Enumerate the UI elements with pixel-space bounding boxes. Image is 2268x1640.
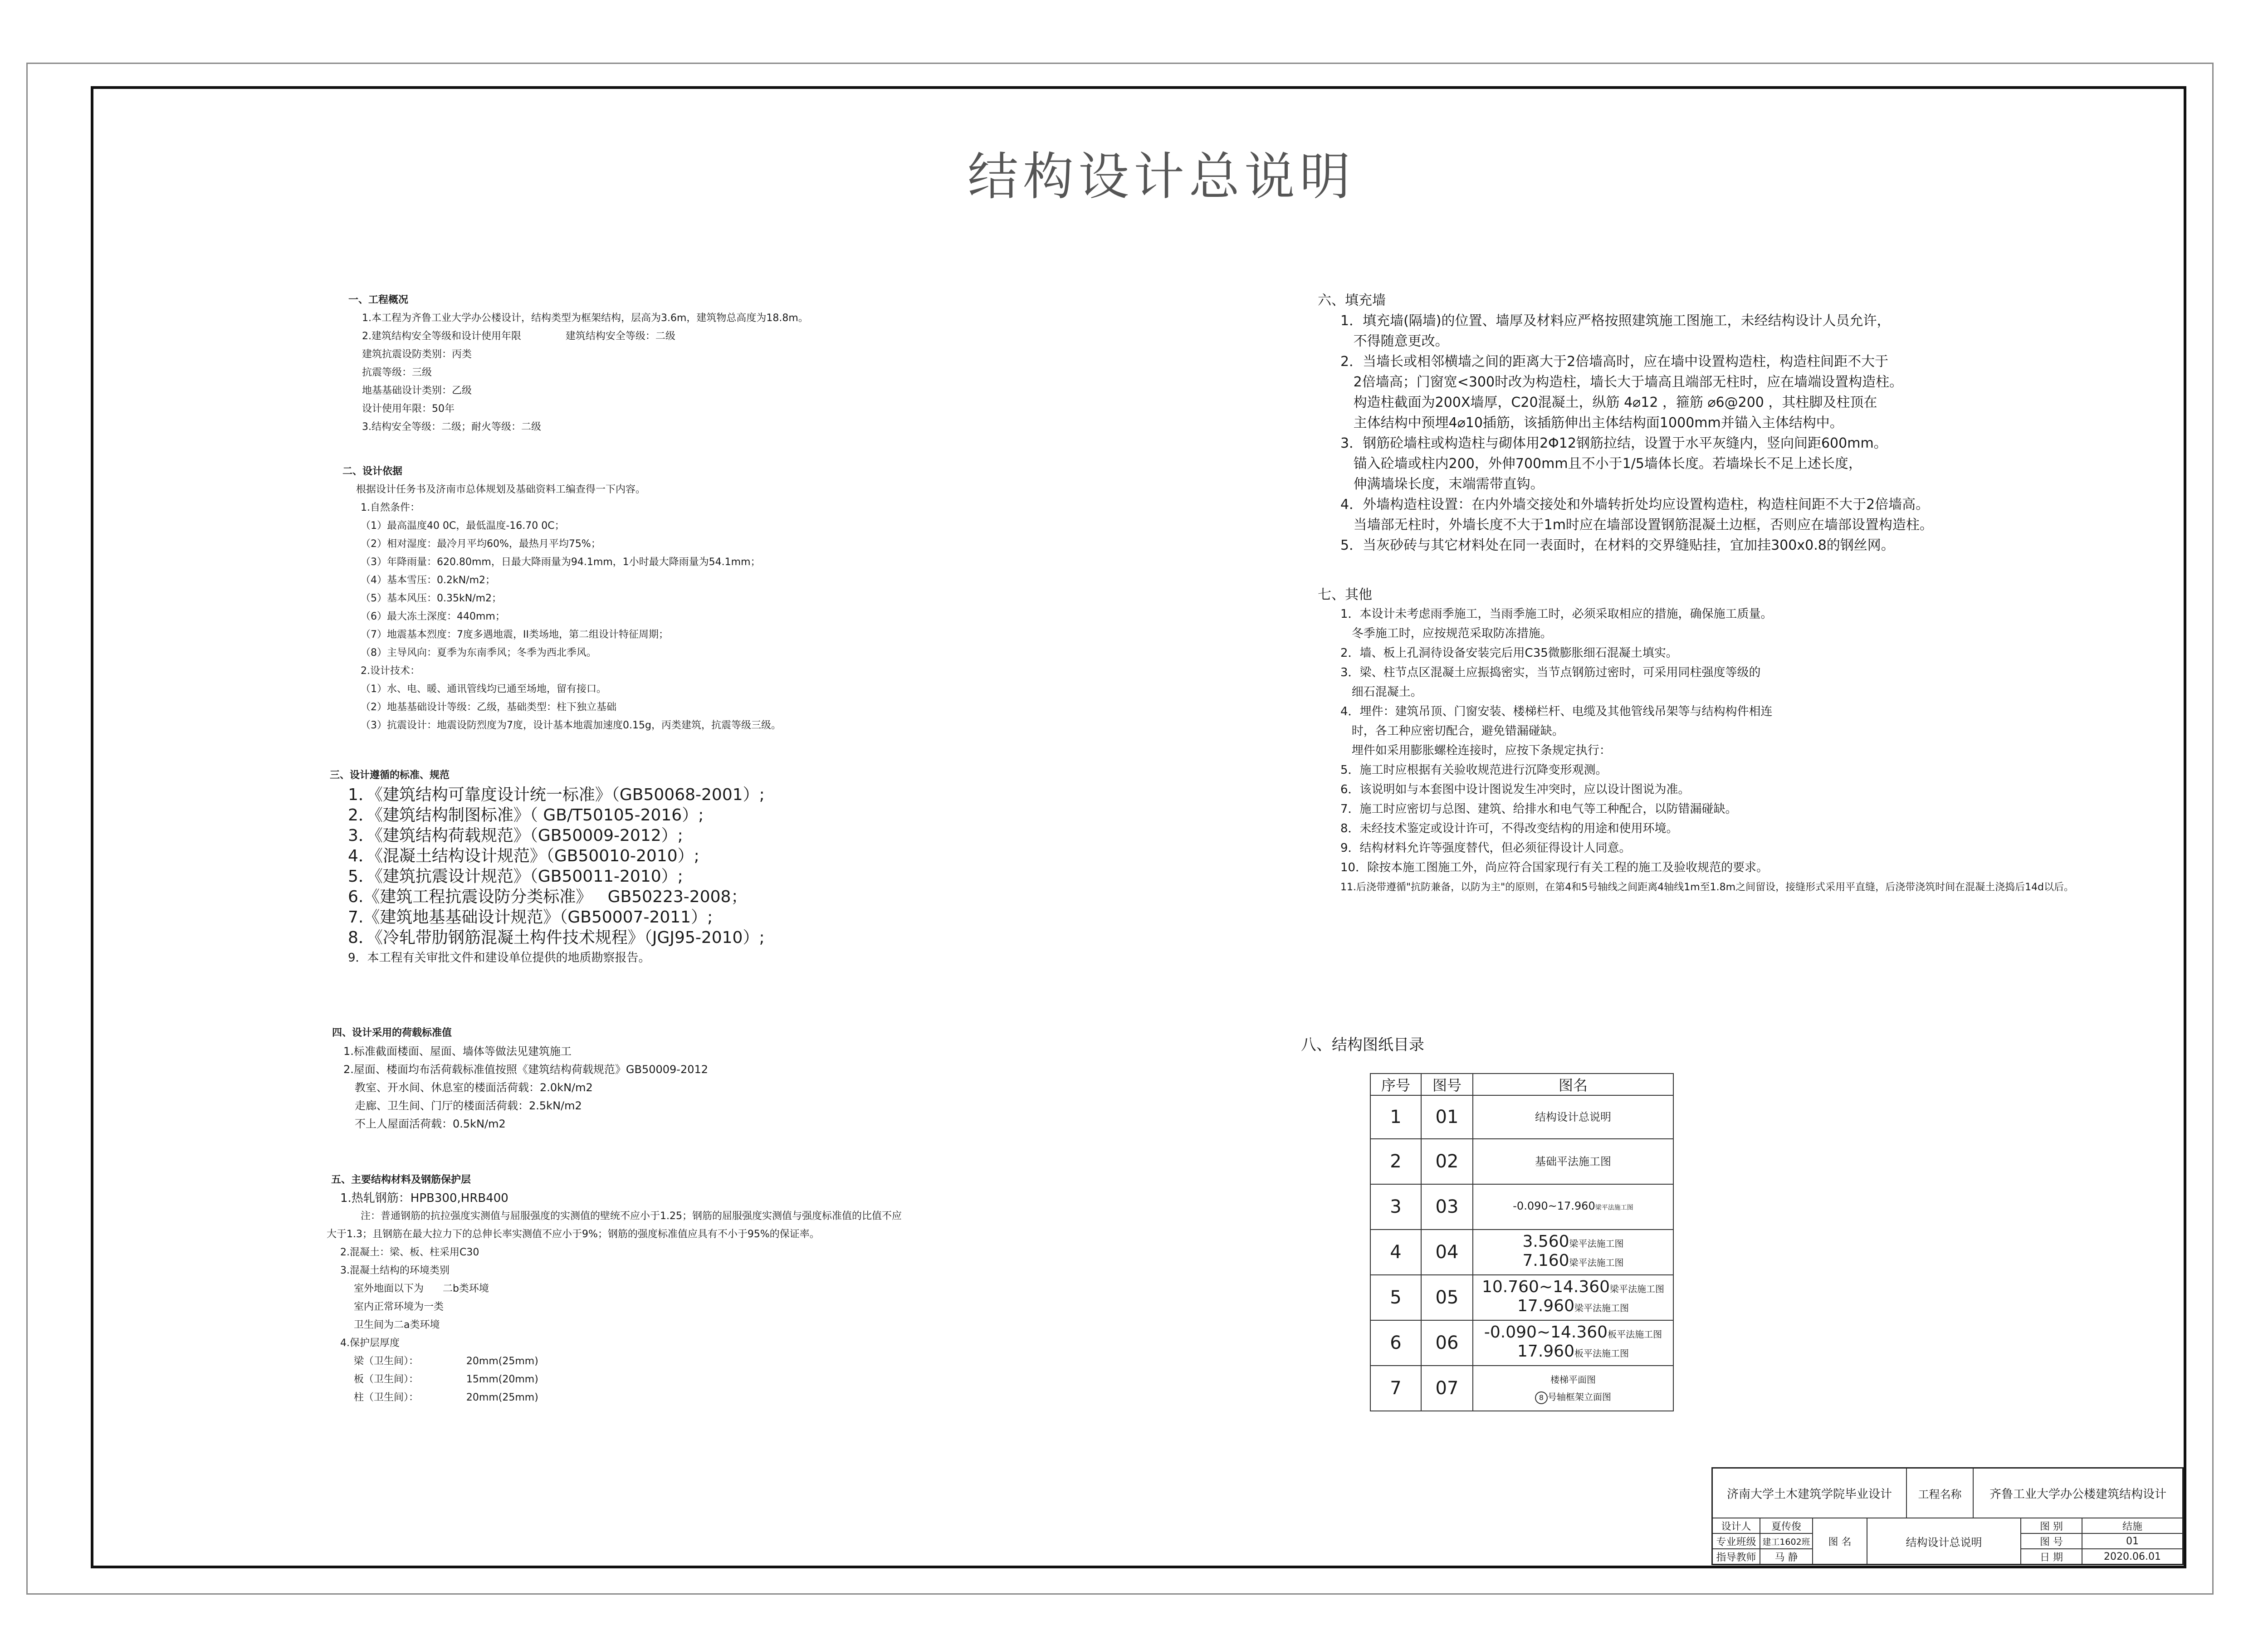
elevation-value: 3.560 xyxy=(1522,1232,1569,1251)
drawing-code: 05 xyxy=(1421,1275,1473,1320)
text-line: 埋件如采用膨胀螺栓连接时，应按下条规定执行： xyxy=(1340,744,1611,757)
section-infill-walls xyxy=(1318,290,1933,556)
list-item: 2．《建筑结构制图标准》（ GB/T50105-2016）; xyxy=(348,806,704,825)
text-line: 4．埋件：建筑吊顶、门窗安装、楼梯栏杆、电缆及其他管线吊架等与结构构件相连 xyxy=(1340,705,1773,718)
text-line: 室外地面以下为 二b类环境 xyxy=(354,1283,489,1294)
text-line: 1.自然条件： xyxy=(361,502,420,513)
drawing-name-text: 楼梯平面图 xyxy=(1550,1374,1596,1385)
elevation-value: 7.160 xyxy=(1522,1251,1569,1270)
elevation-value: -0.090~14.360 xyxy=(1484,1323,1608,1342)
text-line: 9．结构材料允许等强度替代，但必须征得设计人同意。 xyxy=(1340,841,1631,855)
row-number: 3 xyxy=(1370,1184,1421,1230)
drawing-name xyxy=(1473,1275,1673,1320)
text-line: 走廊、卫生间、门厅的楼面活荷载：2.5kN/m2 xyxy=(355,1099,582,1112)
section-project-overview xyxy=(348,291,808,436)
text-line: 2.混凝土：梁、板、柱采用C30 xyxy=(340,1247,479,1258)
text-line: 教室、开水间、休息室的楼面活荷载：2.0kN/m2 xyxy=(355,1081,593,1094)
text-line: 1.标准截面楼面、屋面、墙体等做法见建筑施工 xyxy=(343,1045,572,1058)
table-row xyxy=(1370,1230,1673,1275)
text-line: 不得随意更改。 xyxy=(1340,333,1449,349)
section-design-basis xyxy=(342,463,781,735)
text-line: 3．钢筋砼墙柱或构造柱与砌体用2Φ12钢筋拉结，设置于水平灰缝内，竖向间距600mm。 xyxy=(1340,435,1887,451)
drawing-name xyxy=(1473,1320,1673,1366)
text-line: 11.后浇带遵循"抗防兼备，以防为主"的原则，在第4和5号轴线之间距离4轴线1m至1.8m之间留设，接缝形式采用平直缝，后浇带浇筑时间在混凝土浇捣后14d以后。 xyxy=(1340,882,2074,893)
designer-value: 夏传俊 xyxy=(1760,1518,1813,1534)
axis-marker-icon: 8 xyxy=(1535,1391,1548,1404)
text-line: 建筑抗震设防类别：丙类 xyxy=(362,349,472,360)
drawing-name-text: 板平法施工图 xyxy=(1608,1329,1662,1340)
text-line: （2）地基基础设计等级：乙级，基础类型：柱下独立基础 xyxy=(361,702,616,713)
text-line: 5．施工时应根据有关验收规范进行沉降变形观测。 xyxy=(1340,763,1608,777)
text-line: 大于1.3；且钢筋在最大拉力下的总伸长率实测值不应小于9%；钢筋的强度标准值应具有不小于95%的保证率。 xyxy=(327,1229,820,1240)
section-materials xyxy=(327,1171,902,1407)
row-number: 6 xyxy=(1370,1320,1421,1366)
text-line: 2.屋面、楼面均布活荷载标准值按照《建筑结构荷载规范》GB50009-2012 xyxy=(343,1063,709,1076)
drawing-name-value: 结构设计总说明 xyxy=(1867,1518,2021,1564)
text-line: （4）基本雪压：0.2kN/m2； xyxy=(361,575,496,586)
text-line: （8）主导风向：夏季为东南季风；冬季为西北季风。 xyxy=(361,647,596,659)
drawing-code: 03 xyxy=(1421,1184,1473,1230)
text-line: 冬季施工时，应按规范采取防冻措施。 xyxy=(1340,627,1552,640)
category-value: 结施 xyxy=(2082,1518,2182,1534)
row-number: 4 xyxy=(1370,1230,1421,1275)
section-heading: 一、工程概况 xyxy=(348,294,409,306)
advisor-value: 马 静 xyxy=(1760,1549,1813,1564)
list-item: 7.《建筑地基基础设计规范》（GB50007-2011）; xyxy=(348,908,713,927)
text-line: 4.保护层厚度 xyxy=(340,1337,400,1349)
list-item: 4．《混凝土结构设计规范》（GB50010-2010）; xyxy=(348,847,699,865)
text-line: 4．外墙构造柱设置：在内外墙交接处和外墙转折处均应设置构造柱，构造柱间距不大于2倍墙高。 xyxy=(1340,497,1930,512)
text-line: 梁（卫生间）： 20mm(25mm) xyxy=(354,1356,538,1367)
drawing-name-text: 板平法施工图 xyxy=(1574,1348,1629,1359)
text-line: （1）水、电、暖、通讯管线均已通至场地，留有接口。 xyxy=(361,683,606,695)
drawing-name xyxy=(1473,1139,1673,1184)
school-name: 济南大学土木建筑学院毕业设计 xyxy=(1713,1469,1907,1518)
drawing-name xyxy=(1473,1095,1673,1139)
drawing-code: 01 xyxy=(1421,1095,1473,1139)
section-other xyxy=(1318,585,2074,897)
column-header: 图名 xyxy=(1473,1074,1673,1095)
designer-label: 设计人 xyxy=(1713,1518,1760,1534)
drawing-name-label: 图 名 xyxy=(1813,1518,1867,1564)
text-line: 1.本工程为齐鲁工业大学办公楼设计，结构类型为框架结构，层高为3.6m，建筑物总高度为18.8m。 xyxy=(362,312,808,324)
elevation-value: 10.760~14.360 xyxy=(1481,1278,1610,1296)
text-line: 细石混凝土。 xyxy=(1340,685,1422,699)
project-label: 工程名称 xyxy=(1907,1469,1974,1518)
text-line: 2．当墙长或相邻横墙之间的距离大于2倍墙高时，应在墙中设置构造柱，构造柱间距不大于 xyxy=(1340,354,1889,370)
text-line: 地基基础设计类别：乙级 xyxy=(362,385,472,396)
drawing-list-table xyxy=(1370,1073,1674,1411)
text-line: 设计使用年限：50年 xyxy=(362,403,455,415)
text-line: 2倍墙高；门窗宽<300时改为构造柱，墙长大于墙高且端部无柱时，应在墙端设置构造柱。 xyxy=(1340,374,1903,390)
section-heading: 五、主要结构材料及钢筋保护层 xyxy=(331,1174,471,1186)
drawing-name-text: 基础平法施工图 xyxy=(1535,1155,1611,1168)
drawing-name-text: 号轴框架立面图 xyxy=(1548,1391,1611,1402)
drawing-name-text: 梁平法施工图 xyxy=(1569,1257,1624,1268)
list-item: 6.《建筑工程抗震设防分类标准》 GB50223-2008； xyxy=(348,888,748,906)
table-header-row xyxy=(1370,1074,1673,1095)
row-number: 1 xyxy=(1370,1095,1421,1139)
elevation-value: 17.960 xyxy=(1517,1297,1574,1315)
elevation-value: 17.960 xyxy=(1517,1342,1574,1361)
text-line: 1．填充墙(隔墙)的位置、墙厚及材料应严格按照建筑施工图施工，未经结构设计人员允许， xyxy=(1340,313,1891,329)
project-name: 齐鲁工业大学办公楼建筑结构设计 xyxy=(1974,1469,2182,1518)
row-number: 7 xyxy=(1370,1366,1421,1411)
text-line: （6）最大冻土深度：440mm； xyxy=(361,611,505,622)
text-line: 注：普通钢筋的抗拉强度实测值与屈服强度的实测值的壁统不应小于1.25；钢筋的屈服强度实测值与强度标准值的比值不应 xyxy=(361,1210,902,1222)
text-line: （1）最高温度40 0C，最低温度-16.70 0C； xyxy=(361,520,565,532)
list-item: 3．《建筑结构荷载规范》（GB50009-2012）; xyxy=(348,826,683,845)
title-block xyxy=(1711,1467,2184,1565)
drawing-name xyxy=(1473,1230,1673,1275)
text-line: 1．本设计未考虑雨季施工，当雨季施工时，必须采取相应的措施，确保施工质量。 xyxy=(1340,607,1773,621)
table-row xyxy=(1370,1139,1673,1184)
text-line: （3）抗震设计：地震设防烈度为7度，设计基本地震加速度0.15g，丙类建筑，抗震等级三级。 xyxy=(361,720,781,731)
drawing-code: 04 xyxy=(1421,1230,1473,1275)
text-line: 3.结构安全等级：二级；耐火等级：二级 xyxy=(362,421,541,433)
text-line: 2.建筑结构安全等级和设计使用年限 建筑结构安全等级：二级 xyxy=(362,331,675,342)
column-header: 图号 xyxy=(1421,1074,1473,1095)
text-line: 3．梁、柱节点区混凝土应振捣密实，当节点钢筋过密时，可采用同柱强度等级的 xyxy=(1340,666,1761,679)
text-line: 6．该说明如与本套图中设计图说发生冲突时，应以设计图说为准。 xyxy=(1340,783,1690,796)
text-line: 锚入砼墙或柱内200，外伸700mm且不小于1/5墙体长度。若墙垛长不足上述长度， xyxy=(1340,456,1862,472)
text-line: 柱（卫生间）： 20mm(25mm) xyxy=(354,1392,538,1403)
date-label: 日 期 xyxy=(2021,1549,2082,1564)
text-line: 构造柱截面为200X墙厚，C20混凝土，纵筋 4⌀12 ，箍筋 ⌀6@200 ，其柱脚及柱顶在 xyxy=(1340,395,1877,410)
drawing-name-text: 梁平法施工图 xyxy=(1610,1284,1665,1294)
section-heading: 六、填充墙 xyxy=(1318,293,1386,308)
date-value: 2020.06.01 xyxy=(2104,1551,2161,1562)
list-item: 9．本工程有关审批文件和建设单位提供的地质勘察报告。 xyxy=(348,951,650,965)
drawing-name xyxy=(1473,1366,1673,1411)
text-line: 不上人屋面活荷载：0.5kN/m2 xyxy=(355,1118,506,1130)
drawing-name-text: 结构设计总说明 xyxy=(1535,1111,1611,1123)
table-row xyxy=(1370,1184,1673,1230)
row-number: 2 xyxy=(1370,1139,1421,1184)
row-number: 5 xyxy=(1370,1275,1421,1320)
text-line: 10．除按本施工图施工外，尚应符合国家现行有关工程的施工及验收规范的要求。 xyxy=(1340,861,1769,874)
number-label: 图 号 xyxy=(2021,1534,2082,1549)
list-item: 5．《建筑抗震设计规范》（GB50011-2010）; xyxy=(348,867,683,886)
table-row xyxy=(1370,1275,1673,1320)
text-line: 板（卫生间）： 15mm(20mm) xyxy=(354,1374,538,1385)
drawing-name-text: 梁平法施工图 xyxy=(1569,1238,1624,1249)
text-line: 1.热轧钢筋：HPB300,HRB400 xyxy=(340,1191,508,1205)
text-line: 卫生间为二a类环境 xyxy=(354,1319,440,1331)
number-value: 01 xyxy=(2082,1534,2182,1549)
section-heading: 三、设计遵循的标准、规范 xyxy=(330,770,450,781)
class-value: 建工1602班 xyxy=(1760,1534,1813,1549)
text-line: 5．当灰砂砖与其它材料处在同一表面时，在材料的交界缝贴挂，宜加挂300x0.8的钢丝网。 xyxy=(1340,537,1895,553)
page-title: 结构设计总说明 xyxy=(968,147,1355,206)
text-line: （3）年降雨量：620.80mm，日最大降雨量为94.1mm，1小时最大降雨量为54.1mm； xyxy=(361,556,761,568)
drawing-code: 06 xyxy=(1421,1320,1473,1366)
drawing-name-text: 梁平法施工图 xyxy=(1574,1303,1629,1313)
drawing-code: 02 xyxy=(1421,1139,1473,1184)
advisor-label: 指导教师 xyxy=(1713,1549,1760,1564)
text-line: 时，各工种应密切配合，避免错漏碰缺。 xyxy=(1340,724,1564,738)
table-row xyxy=(1370,1366,1673,1411)
drawing-name xyxy=(1473,1184,1673,1230)
text-line: （2）相对湿度：最冷月平均60%，最热月平均75%； xyxy=(361,538,601,550)
class-label: 专业班级 xyxy=(1713,1534,1760,1549)
text-line: 3.混凝土结构的环境类别 xyxy=(340,1265,450,1276)
section-heading: 四、设计采用的荷载标准值 xyxy=(332,1027,452,1039)
section-heading: 七、其他 xyxy=(1318,587,1372,603)
drawing-list-title: 八、结构图纸目录 xyxy=(1301,1036,1424,1054)
table-row xyxy=(1370,1095,1673,1139)
column-header: 序号 xyxy=(1370,1074,1421,1095)
section-loads xyxy=(332,1024,708,1133)
text-line: 主体结构中预埋4⌀10插筋，该插筋伸出主体结构面1000mm并锚入主体结构中。 xyxy=(1340,415,1843,431)
list-item: 1．《建筑结构可靠度设计统一标准》（GB50068-2001）; xyxy=(348,786,765,804)
text-line: 伸满墙垛长度，末端需带直钩。 xyxy=(1340,476,1544,492)
text-line: 当墙部无柱时，外墙长度不大于1m时应在墙部设置钢筋混凝土边框，否则应在墙部设置构造柱。 xyxy=(1340,517,1933,533)
text-line: 2.设计技术： xyxy=(361,665,420,677)
text-line: 抗震等级：三级 xyxy=(362,367,432,378)
text-line: （7）地震基本烈度：7度多遇地震，II类场地，第二组设计特征周期； xyxy=(361,629,669,640)
section-heading: 二、设计依据 xyxy=(342,466,403,477)
category-label: 图 别 xyxy=(2021,1518,2082,1534)
text-line: （5）基本风压：0.35kN/m2； xyxy=(361,593,502,604)
drawing-code: 07 xyxy=(1421,1366,1473,1411)
list-item: 8．《冷轧带肋钢筋混凝土构件技术规程》（JGJ95-2010）; xyxy=(348,928,765,947)
text-line: 7．施工时应密切与总图、建筑、给排水和电气等工种配合，以防错漏碰缺。 xyxy=(1340,802,1737,816)
section-standards xyxy=(330,766,765,968)
text-line: 2．墙、板上孔洞待设备安装完后用C35微膨胀细石混凝土填实。 xyxy=(1340,646,1678,660)
text-line: 8．未经技术鉴定或设计许可，不得改变结构的用途和使用环境。 xyxy=(1340,822,1678,835)
text-line: 根据设计任务书及济南市总体规划及基础资料工编查得一下内容。 xyxy=(356,484,646,495)
text-line: 室内正常环境为一类 xyxy=(354,1301,444,1313)
elevation-range: -0.090~17.960 xyxy=(1513,1200,1595,1212)
drawing-name-text: 梁平法施工图 xyxy=(1595,1204,1633,1211)
table-row xyxy=(1370,1320,1673,1366)
